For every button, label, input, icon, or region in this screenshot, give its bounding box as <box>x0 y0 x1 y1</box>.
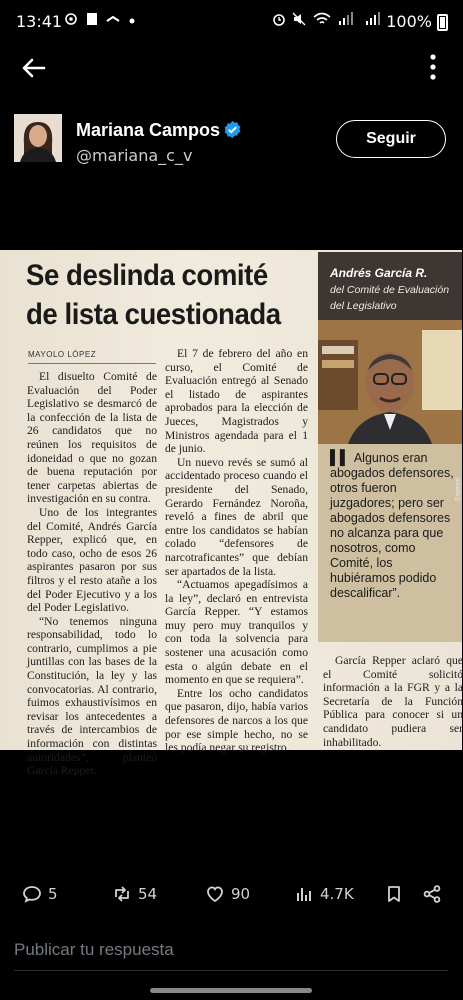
avatar[interactable] <box>14 114 62 162</box>
verified-badge-icon <box>223 120 242 139</box>
battery-icon <box>437 14 448 31</box>
comment-icon <box>22 884 42 904</box>
author-handle[interactable]: @mariana_c_v <box>76 146 193 165</box>
article-column-2 <box>165 347 308 755</box>
repost-count: 54 <box>138 885 158 903</box>
signal-icon <box>364 12 384 26</box>
interviewee-photo <box>318 320 462 501</box>
mute-icon <box>292 12 306 26</box>
share-button[interactable] <box>422 876 442 912</box>
tweet-actions <box>0 876 462 912</box>
status-bar <box>0 0 462 44</box>
bookmark-button[interactable] <box>384 876 404 912</box>
views-count: 4.7K <box>320 885 354 903</box>
reply-button[interactable] <box>22 876 58 912</box>
paragraph: García Repper aclaró que el Comité solicitó información a la FGR y a la Secretaría de la Función Pública para conocer si un candidato pudiera ser inhabilitado. <box>323 654 463 749</box>
article-headline <box>26 256 302 334</box>
follow-button[interactable]: Seguir <box>336 120 446 158</box>
interviewee-role: del Comité de Evaluación del Legislativo <box>330 284 450 312</box>
headline-line: Se deslinda comité <box>26 259 268 292</box>
reply-count: 5 <box>48 885 58 903</box>
paragraph: “No tenemos ninguna responsabilidad, todo lo contrario, cumplimos a pie juntillas con las bases de la Constitución, la ley y las convocatorias. Al contrario, fuimos exhaustivísimos en revisar los antecedentes a través de intercambios de información con distintas autoridades”, planteó García Repper. <box>27 614 157 778</box>
quote-mark-icon: ▌▌ <box>330 449 350 465</box>
more-vertical-icon <box>426 52 440 82</box>
headline-line: de lista cuestionada <box>26 298 281 331</box>
divider <box>28 363 156 364</box>
article-byline: MAYOLO LÓPEZ <box>28 350 97 359</box>
paragraph: El 7 de febrero del año en curso, el Comité de Evaluación entregó al Senado el listado de aspirantes aprobados para la elección de Jueces, Magistrados y Ministros agendada para el 1 de junio. <box>165 347 308 456</box>
status-left-icons <box>64 12 135 27</box>
like-button[interactable] <box>205 876 250 912</box>
sidebox-header <box>318 252 462 320</box>
paragraph: Uno de los integrantes del Comité, Andrés García Repper, explicó que, en todo caso, ocho de esos 26 aspirantes pasaron por sus filtros y el resto atañe a los del Poder Ejecutivo y a los del Poder Legislativo. <box>27 505 157 615</box>
views-button[interactable] <box>294 876 354 912</box>
pull-quote <box>330 450 458 601</box>
article-column-3 <box>323 654 463 749</box>
battery-percent: 100% <box>386 12 432 31</box>
alarm-icon <box>272 12 286 26</box>
cloud-icon <box>105 13 121 25</box>
bookmark-icon <box>384 884 404 904</box>
heart-icon <box>205 884 225 904</box>
back-button[interactable] <box>18 52 50 84</box>
like-count: 90 <box>231 885 251 903</box>
views-chart-icon <box>294 884 314 904</box>
wifi-icon <box>313 12 331 26</box>
post-image[interactable] <box>0 250 463 778</box>
portrait-image <box>318 320 462 444</box>
bookmark-icon <box>86 12 98 26</box>
arrow-left-icon <box>18 52 50 84</box>
dot-icon <box>129 18 135 24</box>
paragraph: “Actuamos apegadísimos a la ley”, declaró en entrevista García Repper. “Y estamos muy pero muy tranquilos y con toda la solvencia para sostener una acusación como esta o algún debate en el momento en que se requiera”. <box>165 578 308 687</box>
status-time: 13:41 <box>16 12 63 31</box>
reply-input[interactable]: Publicar tu respuesta <box>14 940 174 959</box>
quote-text: Algunos eran abogados defensores, otros fueron juzgadores; pero ser abogados defensores no alcanza para que nosotros, como Comité, los hubiéramos podido descalificar”. <box>330 451 454 600</box>
settings-icon <box>64 12 78 26</box>
repost-button[interactable] <box>112 876 157 912</box>
paragraph: Entre los ocho candidatos que pasaron, dijo, había varios defensores de narcos a los que por ese simple hecho, no se les podía negar su registro. <box>165 686 308 755</box>
sidebar-box <box>318 252 462 642</box>
repost-icon <box>112 884 132 904</box>
signal-icon <box>337 12 357 26</box>
divider <box>14 970 448 971</box>
more-options-button[interactable] <box>426 52 440 82</box>
status-right-icons <box>272 12 385 27</box>
photo-credit: Especial <box>456 478 462 501</box>
article-column-1 <box>27 370 157 778</box>
paragraph: El disuelto Comité de Evaluación del Poder Legislativo se desmarcó de la confección de la lista de 26 candidatos que no reúnen los requisitos de idoneidad o que no gozan de buena reputación por tener carpetas abiertas de investigación en su contra. <box>27 370 157 506</box>
author-name[interactable]: Mariana Campos <box>76 120 221 140</box>
interviewee-name: Andrés García R. <box>330 266 428 280</box>
paragraph: Un nuevo revés se sumó al accidentado proceso cuando el presidente del Senado, Gerardo Fernández Noroña, reveló a fines de abril que entre los candidatos se habían colado “defensores de narcotraficantes” que debían ser apartados de la lista. <box>165 455 308 578</box>
avatar-image <box>14 114 62 162</box>
share-icon <box>422 884 442 904</box>
home-indicator[interactable] <box>150 988 312 993</box>
